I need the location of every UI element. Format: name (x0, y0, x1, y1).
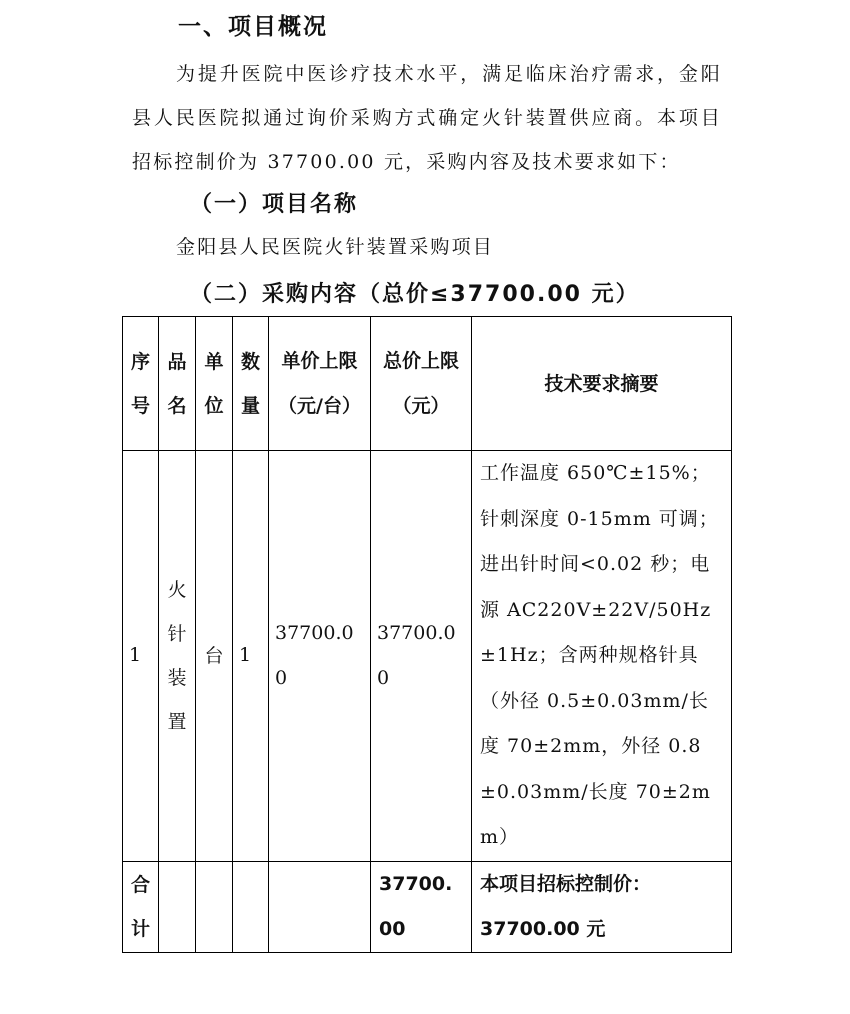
total-note-value: 37700.00 元 (480, 917, 606, 940)
header-name: 品名 (159, 317, 196, 451)
project-name-text: 金阳县人民医院火针装置采购项目 (176, 236, 495, 258)
cell-qty: 1 (233, 451, 269, 862)
cell-empty-name (159, 861, 196, 952)
subsection-title-procurement-content: （二）采购内容（总价≤37700.00 元） (190, 282, 640, 307)
cell-total-price: 37700.00 (371, 451, 472, 862)
procurement-table (122, 316, 732, 953)
header-total-price: 总价上限（元） (371, 317, 472, 451)
cell-index: 1 (123, 451, 159, 862)
header-qty: 数量 (233, 317, 269, 451)
cell-unit: 台 (196, 451, 233, 862)
cell-name: 火针装置 (159, 451, 196, 862)
table-row (123, 451, 732, 862)
header-unit-price: 单价上限（元/台） (269, 317, 371, 451)
header-unit: 单位 (196, 317, 233, 451)
cell-empty-unit-price (269, 861, 371, 952)
cell-total-label: 合计 (123, 861, 159, 952)
cell-unit-price: 37700.00 (269, 451, 371, 862)
intro-paragraph: 为提升医院中医诊疗技术水平，满足临床治疗需求，金阳县人民医院拟通过询价采购方式确定火针装置供应商。本项目招标控制价为 37700.00 元，采购内容及技术要求如下： (132, 63, 722, 173)
cell-total-note (472, 861, 732, 952)
total-note-label: 本项目招标控制价： (480, 872, 652, 895)
header-tech: 技术要求摘要 (472, 317, 732, 451)
cell-empty-unit (196, 861, 233, 952)
table-total-row (123, 861, 732, 952)
cell-empty-qty (233, 861, 269, 952)
table-header-row (123, 317, 732, 451)
section-title: 一、项目概况 (178, 14, 328, 40)
cell-total-sum: 37700.00 (371, 861, 472, 952)
header-index: 序号 (123, 317, 159, 451)
cell-tech: 工作温度 650℃±15%；针刺深度 0-15mm 可调；进出针时间<0.02 秒；电源 AC220V±22V/50Hz±1Hz；含两种规格针具（外径 0.5±0.03mm/长度 70±2mm，外径 0.8±0.03mm/长度 70±2mm） (472, 451, 732, 862)
subsection-title-project-name: （一）项目名称 (190, 192, 359, 217)
